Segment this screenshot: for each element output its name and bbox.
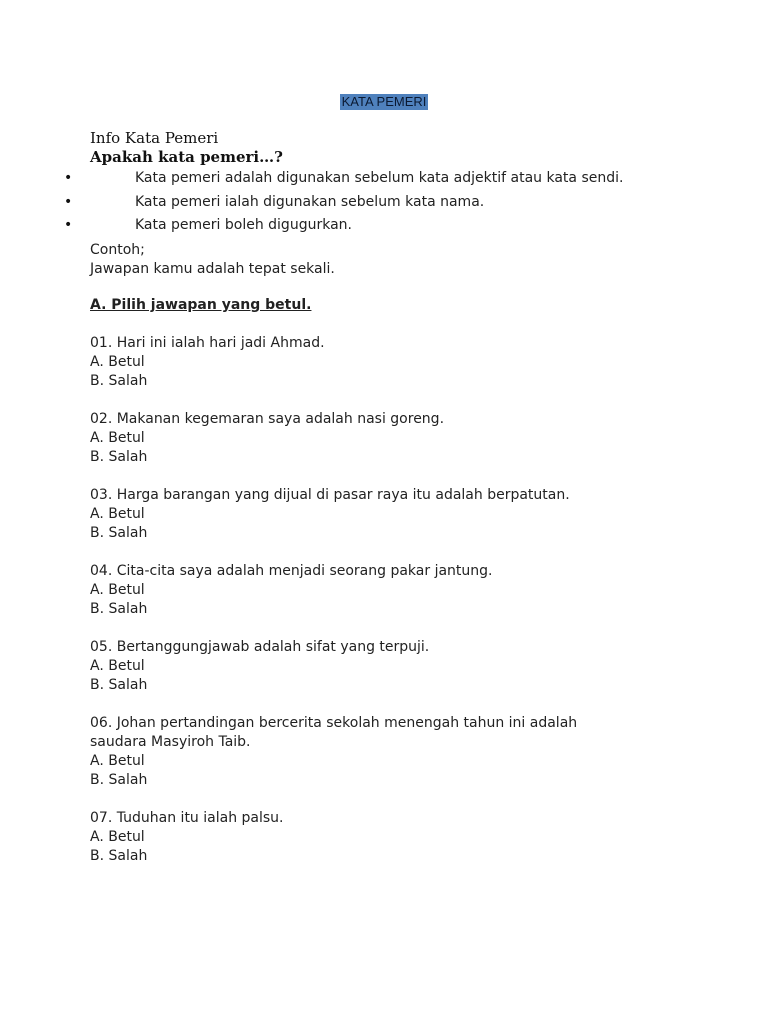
question-text-continued: saudara Masyiroh Taib. (90, 734, 251, 750)
question-item (90, 809, 710, 866)
question-item (90, 714, 710, 790)
option-b: B. Salah (90, 848, 148, 864)
question-text: 06. Johan pertandingan bercerita sekolah menengah tahun ini adalah (90, 715, 578, 731)
bullet-text: Kata pemeri adalah digunakan sebelum kata adjektif atau kata sendi. (135, 170, 624, 186)
option-b: B. Salah (90, 677, 148, 693)
question-list (90, 334, 710, 885)
page-title: KATA PEMERI (341, 94, 427, 109)
option-b: B. Salah (90, 772, 148, 788)
option-b: B. Salah (90, 601, 148, 617)
option-a: A. Betul (90, 658, 145, 674)
question-text: 02. Makanan kegemaran saya adalah nasi goreng. (90, 411, 445, 427)
title-container (0, 94, 768, 110)
bullet-icon: • (64, 193, 73, 210)
bullet-list (0, 168, 768, 239)
info-heading: Info Kata Pemeri (90, 129, 219, 147)
example-text: Jawapan kamu adalah tepat sekali. (90, 261, 335, 277)
question-item (90, 486, 710, 543)
bullet-icon: • (64, 170, 73, 186)
bullet-icon: • (64, 217, 73, 233)
option-b: B. Salah (90, 525, 148, 541)
option-a: A. Betul (90, 582, 145, 598)
question-text: 05. Bertanggungjawab adalah sifat yang terpuji. (90, 639, 430, 655)
example-label: Contoh; (90, 242, 145, 258)
info-heading-block (90, 129, 283, 167)
option-a: A. Betul (90, 829, 145, 845)
option-a: A. Betul (90, 506, 145, 522)
bullet-text: Kata pemeri boleh digugurkan. (135, 217, 352, 233)
section-title: A. Pilih jawapan yang betul. (90, 297, 312, 313)
option-a: A. Betul (90, 753, 145, 769)
question-text: 03. Harga barangan yang dijual di pasar raya itu adalah berpatutan. (90, 487, 570, 503)
list-item (0, 192, 768, 216)
list-item (0, 168, 768, 192)
question-text: 01. Hari ini ialah hari jadi Ahmad. (90, 335, 325, 351)
list-item (0, 215, 768, 239)
option-b: B. Salah (90, 373, 148, 389)
bullet-text: Kata pemeri ialah digunakan sebelum kata nama. (135, 193, 485, 210)
question-item (90, 334, 710, 391)
option-a: A. Betul (90, 430, 145, 446)
example-block (90, 241, 335, 279)
question-item (90, 562, 710, 619)
question-text: 04. Cita-cita saya adalah menjadi seorang pakar jantung. (90, 563, 493, 579)
question-item (90, 638, 710, 695)
info-subheading: Apakah kata pemeri…? (90, 148, 283, 166)
question-item (90, 410, 710, 467)
option-b: B. Salah (90, 449, 148, 465)
option-a: A. Betul (90, 354, 145, 370)
question-text: 07. Tuduhan itu ialah palsu. (90, 810, 284, 826)
